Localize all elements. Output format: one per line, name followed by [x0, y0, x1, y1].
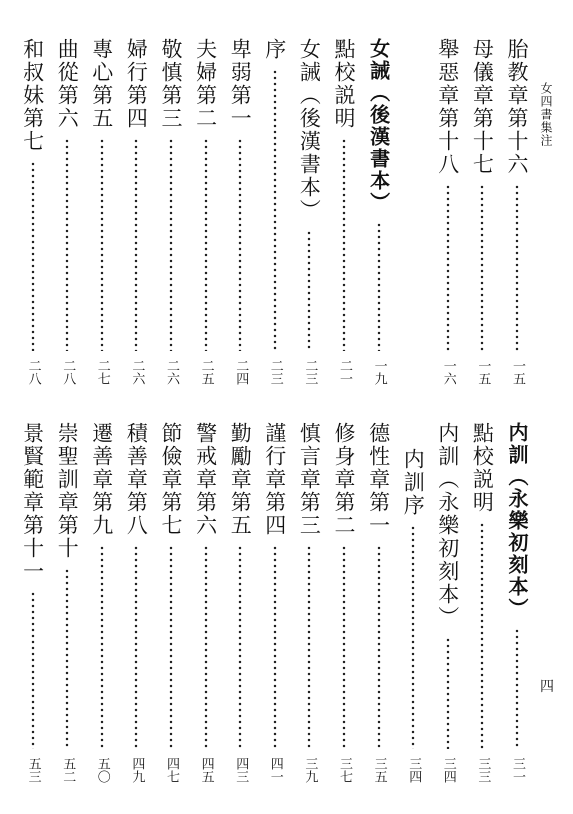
toc-entry — [54, 38, 80, 385]
leader-dots — [515, 628, 519, 749]
toc-entry-page: 四九 — [129, 757, 145, 783]
toc-entry-page: 二六 — [129, 359, 145, 385]
toc-entry-title: 女誡（後漢書本） — [297, 38, 322, 222]
toc-entry-title: 慎言章第三 — [297, 422, 322, 537]
toc-entry-title: 景賢範章第十一 — [20, 422, 45, 583]
toc-entry-title: 修身章第二 — [332, 422, 356, 537]
toc-entry — [89, 38, 115, 385]
leader-dots — [377, 545, 381, 749]
leader-dots — [134, 545, 138, 749]
toc-entry — [227, 38, 253, 385]
toc-entry — [262, 422, 288, 783]
leader-dots — [134, 138, 138, 351]
toc-entry-title: 内訓（永樂初刻本） — [435, 422, 460, 629]
toc-entry-page: 一五 — [510, 359, 525, 385]
leader-dots — [307, 230, 311, 351]
toc-entry — [435, 422, 461, 783]
toc-entry-title: 遷善章第九 — [89, 422, 114, 537]
toc-entry — [366, 422, 392, 783]
toc-entry — [296, 422, 322, 783]
leader-dots — [169, 138, 173, 351]
toc-entry-page: 一五 — [475, 359, 491, 385]
toc-entry — [366, 38, 392, 385]
toc-entry — [123, 38, 149, 385]
toc-entry-page: 三九 — [302, 757, 318, 783]
toc-entry-title: 女誡（後漢書本） — [366, 38, 391, 214]
toc-entry-title: 警戒章第六 — [193, 422, 218, 537]
toc-entry-page: 一九 — [371, 359, 387, 385]
toc-entry-page: 二一 — [337, 359, 352, 385]
toc-entry-title: 敬慎第三 — [159, 38, 183, 130]
toc-entry — [89, 422, 115, 783]
toc-entry-page: 三三 — [475, 757, 491, 783]
toc-entry-page: 三七 — [337, 757, 352, 783]
toc-entry-title: 卑弱第一 — [228, 38, 253, 130]
toc-entry-title: 勤勵章第五 — [228, 422, 253, 537]
toc-entry — [504, 422, 530, 783]
leader-dots — [273, 69, 277, 351]
leader-dots — [446, 637, 450, 749]
toc-entry-title: 點校説明 — [332, 38, 356, 130]
toc-entry-page: 五二 — [60, 757, 76, 783]
toc-entry-title: 點校説明 — [470, 422, 495, 514]
toc-entry-title: 節儉章第七 — [159, 422, 183, 537]
toc-entry-title: 胎教章第十六 — [505, 38, 529, 176]
toc-entry — [262, 38, 288, 385]
toc-entry-title: 序 — [262, 38, 287, 61]
toc-entry — [469, 422, 495, 783]
leader-dots — [515, 184, 519, 351]
toc-entry-title: 崇聖訓章第十 — [55, 422, 80, 560]
toc-entry-title: 積善章第八 — [124, 422, 149, 537]
toc-entry-title: 曲從第六 — [55, 38, 80, 130]
toc-entry-page: 五〇 — [94, 757, 110, 783]
toc-entry — [296, 38, 322, 385]
leader-dots — [100, 138, 104, 351]
toc-entry-page: 三四 — [440, 757, 456, 783]
leader-dots — [204, 138, 208, 351]
leader-dots — [238, 545, 242, 749]
leader-dots — [169, 545, 173, 749]
leader-dots — [100, 545, 104, 749]
toc-entry-page: 二八 — [60, 359, 76, 385]
toc-entry-page: 二七 — [94, 359, 110, 385]
toc-entry-title: 謹行章第四 — [262, 422, 287, 537]
leader-dots — [204, 545, 208, 749]
leader-dots — [342, 138, 346, 351]
toc-entry-page: 四三 — [233, 757, 249, 783]
leader-dots — [411, 525, 415, 749]
toc-entry — [504, 38, 530, 385]
leader-dots — [307, 545, 311, 749]
leader-dots — [342, 545, 346, 749]
leader-dots — [31, 591, 35, 749]
toc-entry-page: 三一 — [510, 757, 525, 783]
toc-entry — [400, 448, 426, 783]
toc-entry-page: 二八 — [25, 359, 41, 385]
toc-entry — [331, 422, 357, 783]
running-header: 女四書集注 — [539, 82, 553, 147]
toc-entry-title: 内訓序 — [401, 448, 426, 517]
toc-entry-title: 夫婦第二 — [193, 38, 218, 130]
toc-entry-page: 五三 — [25, 757, 41, 783]
toc-entry-title: 專心第五 — [89, 38, 114, 130]
leader-dots — [480, 522, 484, 749]
toc-entry — [123, 422, 149, 783]
toc-entry — [20, 38, 46, 385]
toc-entry — [20, 422, 46, 783]
leader-dots — [377, 222, 381, 351]
toc-entry-title: 德性章第一 — [366, 422, 391, 537]
toc-entry — [54, 422, 80, 783]
toc-entry — [435, 38, 461, 385]
toc-entry-page: 一六 — [440, 359, 456, 385]
toc-entry — [469, 38, 495, 385]
toc-entry-page: 二三 — [267, 359, 283, 385]
toc-entry-title: 舉惡章第十八 — [435, 38, 460, 176]
toc-entry — [331, 38, 357, 385]
leader-dots — [273, 545, 277, 749]
toc-entry-title: 婦行第四 — [124, 38, 149, 130]
toc-entry-title: 和叔妹第七 — [20, 38, 45, 153]
toc-entry — [193, 422, 219, 783]
toc-entry-title: 内訓（永樂初刻本） — [505, 422, 529, 620]
toc-entry — [227, 422, 253, 783]
toc-entry — [193, 38, 219, 385]
toc-entry — [158, 422, 184, 783]
toc-entry-page: 二三 — [302, 359, 318, 385]
toc-entry-page: 二四 — [233, 359, 249, 385]
toc-entry-page: 二六 — [164, 359, 179, 385]
leader-dots — [446, 184, 450, 351]
toc-entry-page: 四五 — [198, 757, 214, 783]
toc-entry-page: 三四 — [406, 757, 422, 783]
toc-entry-page: 四一 — [267, 757, 283, 783]
leader-dots — [238, 138, 242, 351]
toc-entry-page: 二五 — [198, 359, 214, 385]
page-number: 四 — [540, 679, 554, 695]
leader-dots — [31, 161, 35, 351]
toc-entry-title: 母儀章第十七 — [470, 38, 495, 176]
leader-dots — [480, 184, 484, 351]
toc-entry-page: 三五 — [371, 757, 387, 783]
toc-entry-page: 四七 — [164, 757, 179, 783]
leader-dots — [65, 568, 69, 749]
toc-entry — [158, 38, 184, 385]
leader-dots — [65, 138, 69, 351]
